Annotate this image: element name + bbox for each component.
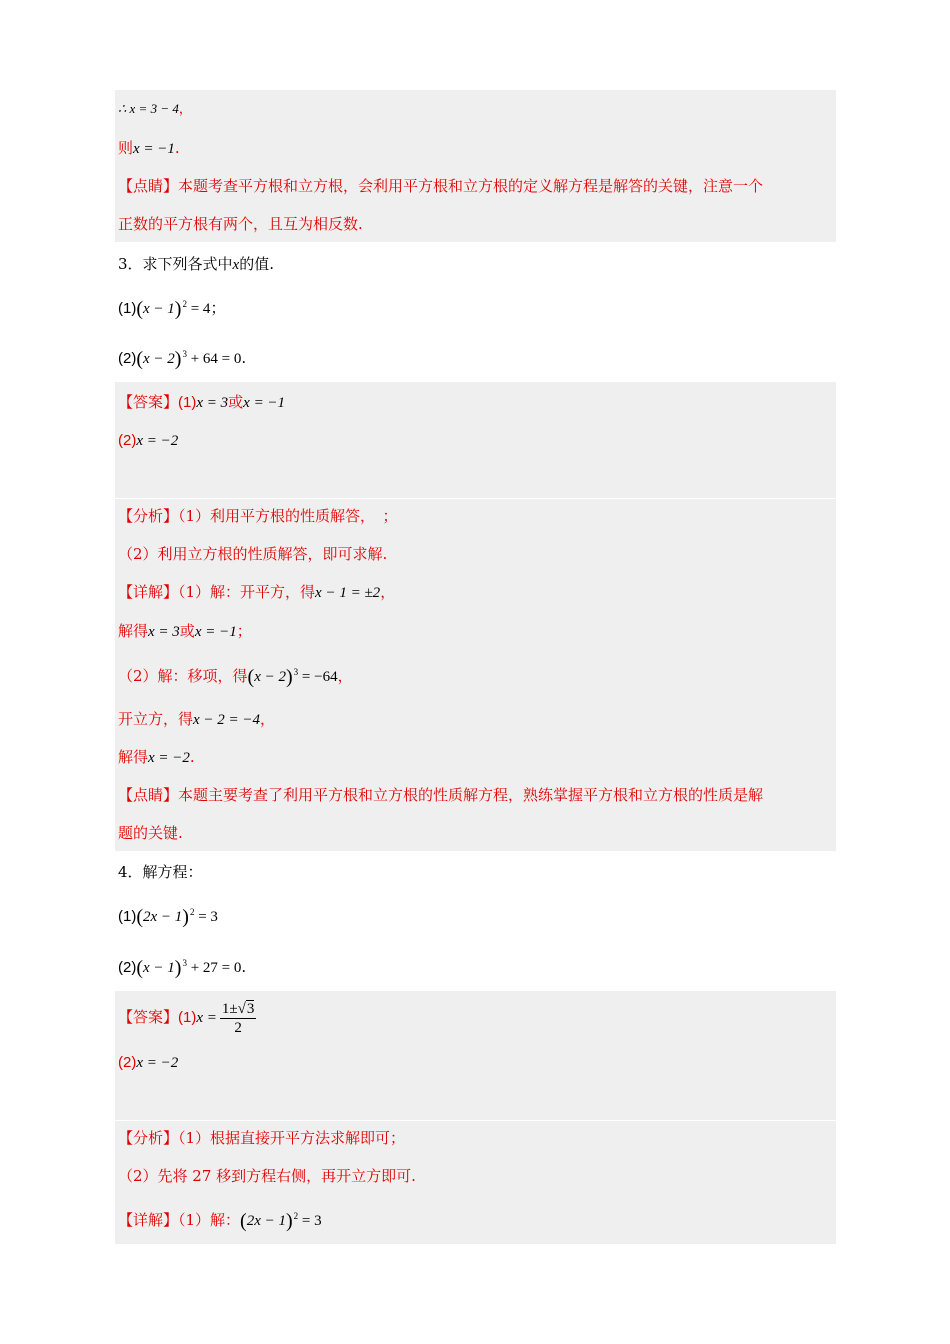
text: 或	[179, 622, 195, 640]
step-therefore	[118, 98, 192, 120]
sqrt-icon: √	[237, 1000, 246, 1017]
equation-rest: + 27 = 0	[186, 960, 242, 976]
comment-line-2: 正数的平方根有两个，且互为相反数.	[118, 215, 363, 233]
text: 【详解】（1）解：	[118, 1211, 241, 1229]
text: 【详解】（1）解：开平方，得	[118, 583, 316, 601]
divider	[115, 1120, 836, 1121]
comment-line-1: 【点睛】本题主要考查了利用平方根和立方根的性质解方程，熟练掌握平方根和立方根的性质是解	[118, 786, 764, 804]
equation-lhs: x =	[196, 1010, 217, 1026]
comment-line-2: 题的关键.	[118, 824, 183, 842]
equation-rest: = 3	[298, 1213, 322, 1229]
analysis-line-2: （2）利用立方根的性质解答，即可求解.	[118, 545, 388, 563]
exponent: 3	[182, 349, 187, 359]
solution-block-q3	[115, 382, 836, 851]
punctuation: .	[241, 349, 247, 367]
text: 或	[228, 393, 244, 411]
text: .	[174, 139, 180, 157]
text: （2）解：移项，得	[118, 667, 248, 685]
punctuation: ，	[260, 710, 276, 728]
numerator: 1±	[221, 1000, 238, 1017]
equation: x − 1 = ±2	[315, 585, 381, 601]
equation: x = −1	[243, 395, 286, 411]
part-label: (2)	[118, 432, 137, 449]
answer-line-1	[118, 391, 285, 414]
equation: x = 3	[148, 624, 180, 640]
text: 解得	[118, 748, 149, 766]
exponent: 2	[182, 299, 187, 309]
equation: x = −2	[136, 1055, 179, 1071]
equation: x = −1	[133, 141, 175, 157]
punctuation: ；	[210, 299, 226, 317]
base: x − 1	[143, 301, 175, 317]
text: 3．求下列各式中	[118, 255, 233, 273]
answer-line-2	[118, 1051, 178, 1074]
base: x − 2	[254, 669, 286, 685]
exponent: 3	[293, 667, 299, 677]
punctuation: .	[189, 748, 195, 766]
text: 解得	[118, 622, 149, 640]
question-4-part-2: $(2)(x - 1)^3 + 27 = 0$.	[118, 957, 247, 979]
step-result	[118, 137, 180, 160]
part-label: (2)	[118, 1054, 137, 1071]
exponent: 2	[189, 907, 195, 917]
punctuation: ；	[236, 622, 252, 640]
question-3-title	[118, 253, 274, 276]
divider	[115, 498, 836, 499]
question-3-part-1: $(1)(x - 1)^2 = 4$；	[118, 298, 226, 320]
analysis-line-2: （2）先将 27 移到方程右侧，再开立方即可.	[118, 1167, 416, 1185]
equation-rest: = 3	[194, 909, 218, 925]
equation: x = −1	[194, 624, 237, 640]
answer-tag: 【答案】	[118, 1008, 179, 1026]
punctuation: .	[241, 958, 247, 976]
punctuation: ，	[337, 667, 353, 685]
part-label: (1)	[178, 394, 197, 411]
answer-line-1	[118, 999, 256, 1037]
equation-rest: = −64	[298, 669, 338, 685]
base: x − 2	[143, 351, 175, 367]
radicand: 3	[246, 1000, 255, 1017]
analysis-line-1: 【分析】（1）利用平方根的性质解答， ；	[118, 507, 398, 525]
exponent: 3	[182, 958, 187, 968]
equation: ∴ x = 3 − 4	[118, 101, 179, 116]
detail-line-3: （2）解：移项，得$(x - 2)^3 = -64$，	[118, 666, 353, 688]
base: 2x − 1	[246, 1213, 286, 1229]
detail-line-2	[118, 620, 252, 643]
base: x − 1	[143, 960, 175, 976]
base: 2x − 1	[143, 909, 183, 925]
part-label: (1)	[118, 300, 137, 317]
detail-line-4	[118, 708, 275, 731]
equation: x = −2	[148, 750, 190, 766]
part-label: (1)	[118, 908, 137, 925]
denominator: 2	[234, 1019, 242, 1036]
text: 则	[118, 139, 134, 157]
question-4-title: 4．解方程：	[118, 863, 203, 881]
punctuation: ，	[380, 583, 396, 601]
equation-rest: = 4	[186, 301, 211, 317]
question-3-part-2: $(2)(x - 2)^3 + 64 = 0$.	[118, 348, 247, 370]
question-4-part-1: $(1)(2x - 1)^2 = 3$	[118, 906, 218, 928]
equation-rest: + 64 = 0	[186, 351, 242, 367]
detail-line-1	[118, 581, 395, 604]
detail-line-5	[118, 746, 195, 769]
comment-line-1: 【点睛】本题考查平方根和立方根，会利用平方根和立方根的定义解方程是解答的关键，注意一个	[118, 177, 764, 195]
part-label: (2)	[118, 350, 137, 367]
analysis-line-1: 【分析】（1）根据直接开平方法求解即可；	[118, 1129, 406, 1147]
answer-tag: 【答案】	[118, 393, 179, 411]
exponent: 2	[293, 1211, 299, 1221]
part-label: (2)	[118, 959, 137, 976]
equation: x = 3	[196, 395, 229, 411]
part-label: (1)	[178, 1009, 197, 1026]
detail-line-1: 【详解】（1）解：$(2x - 1)^2 = 3$	[118, 1210, 322, 1232]
text: 开立方，得	[118, 710, 194, 728]
fraction	[220, 1000, 256, 1037]
answer-line-2	[118, 429, 178, 452]
equation: x − 2 = −4	[193, 712, 261, 728]
punctuation: ，	[178, 101, 192, 116]
variable: x	[232, 257, 240, 273]
text: 的值.	[239, 255, 274, 273]
equation: x = −2	[136, 433, 179, 449]
